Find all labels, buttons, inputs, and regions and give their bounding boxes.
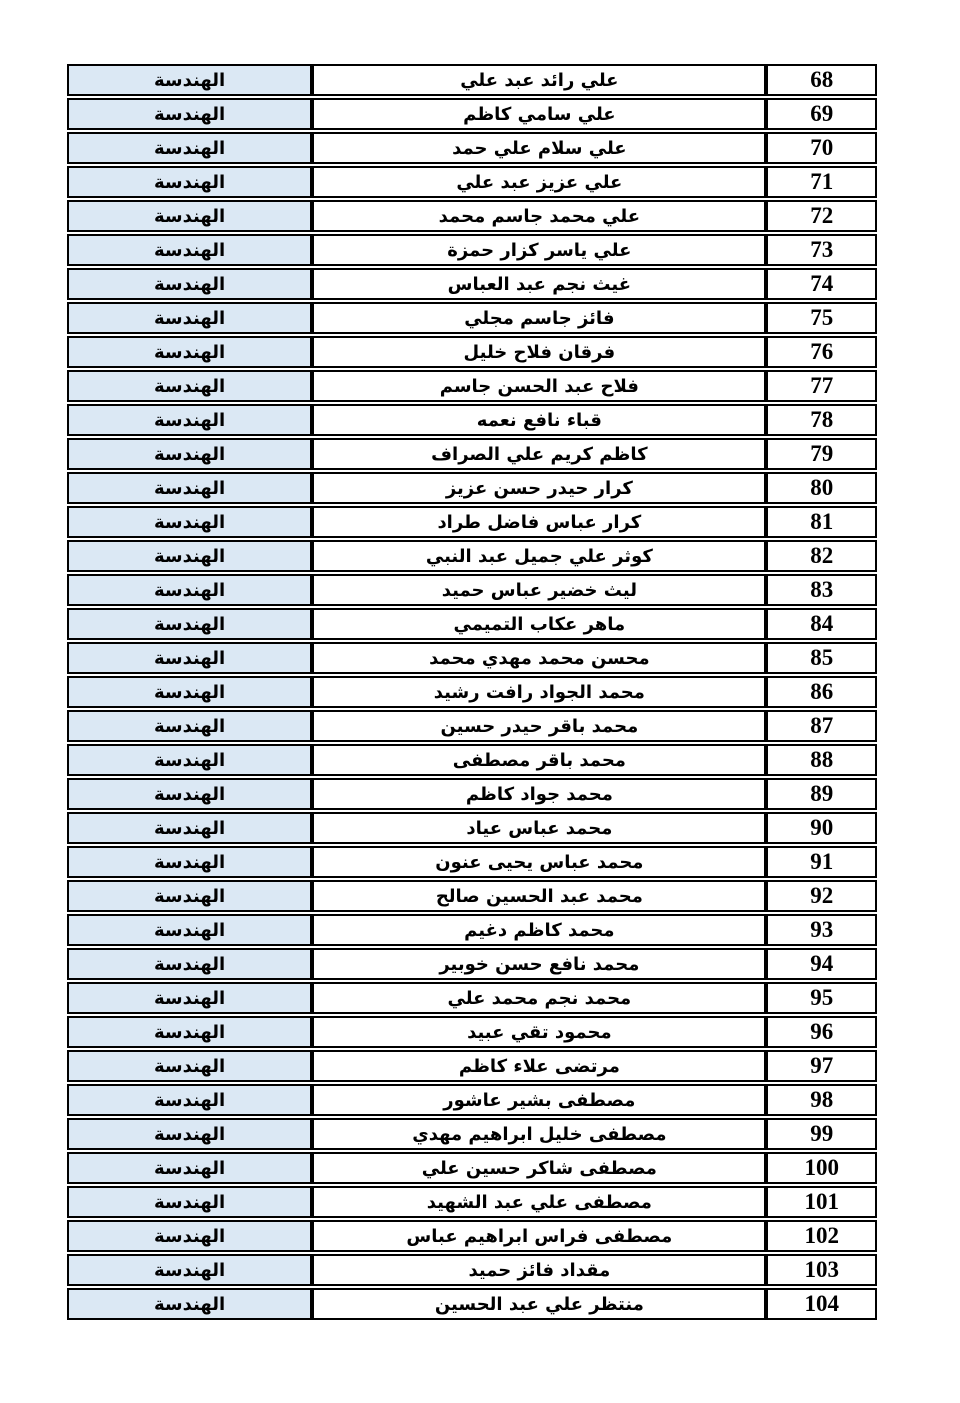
department-cell: الهندسة [67, 1220, 312, 1252]
row-number-cell: 68 [766, 64, 877, 96]
student-name-cell: محمد عباس يحيى عنون [312, 846, 766, 878]
table-row [67, 880, 877, 912]
department-cell: الهندسة [67, 1254, 312, 1286]
row-number-cell: 84 [766, 608, 877, 640]
row-number-cell: 75 [766, 302, 877, 334]
department-cell: الهندسة [67, 812, 312, 844]
table-row [67, 642, 877, 674]
row-number-cell: 70 [766, 132, 877, 164]
table-row [67, 98, 877, 130]
table-row [67, 1016, 877, 1048]
row-number-cell: 79 [766, 438, 877, 470]
table-row [67, 132, 877, 164]
table-row [67, 1084, 877, 1116]
row-number-cell: 96 [766, 1016, 877, 1048]
department-cell: الهندسة [67, 472, 312, 504]
student-name-cell: علي محمد جاسم محمد [312, 200, 766, 232]
department-cell: الهندسة [67, 370, 312, 402]
student-name-cell: مصطفى شاكر حسين علي [312, 1152, 766, 1184]
student-name-cell: كرار عباس فاضل طراد [312, 506, 766, 538]
department-cell: الهندسة [67, 132, 312, 164]
table-row [67, 846, 877, 878]
row-number-cell: 86 [766, 676, 877, 708]
table-row [67, 1050, 877, 1082]
row-number-cell: 103 [766, 1254, 877, 1286]
student-name-cell: محمود تقي عبيد [312, 1016, 766, 1048]
table-row [67, 200, 877, 232]
table-row [67, 574, 877, 606]
department-cell: الهندسة [67, 846, 312, 878]
student-name-cell: محمد كاظم دغيم [312, 914, 766, 946]
department-cell: الهندسة [67, 438, 312, 470]
student-name-cell: منتظر علي عبد الحسين [312, 1288, 766, 1320]
department-cell: الهندسة [67, 1084, 312, 1116]
department-cell: الهندسة [67, 336, 312, 368]
table-row [67, 268, 877, 300]
student-name-cell: فلاح عبد الحسن جاسم [312, 370, 766, 402]
student-name-cell: علي سلام علي حمد [312, 132, 766, 164]
row-number-cell: 100 [766, 1152, 877, 1184]
row-number-cell: 98 [766, 1084, 877, 1116]
row-number-cell: 76 [766, 336, 877, 368]
student-name-cell: غيث نجم عبد العباس [312, 268, 766, 300]
department-cell: الهندسة [67, 64, 312, 96]
student-name-cell: مقداد فائز حميد [312, 1254, 766, 1286]
table-row [67, 744, 877, 776]
student-name-cell: محمد الجواد رافت رشيد [312, 676, 766, 708]
student-name-cell: مصطفى فراس ابراهيم عباس [312, 1220, 766, 1252]
department-cell: الهندسة [67, 98, 312, 130]
student-name-cell: علي عزيز عبد علي [312, 166, 766, 198]
department-cell: الهندسة [67, 744, 312, 776]
row-number-cell: 81 [766, 506, 877, 538]
row-number-cell: 94 [766, 948, 877, 980]
row-number-cell: 99 [766, 1118, 877, 1150]
table-row [67, 812, 877, 844]
student-name-cell: علي ياسر كزار حمزة [312, 234, 766, 266]
row-number-cell: 92 [766, 880, 877, 912]
student-name-cell: ماهر عكاب التميمي [312, 608, 766, 640]
table-row [67, 948, 877, 980]
table-row [67, 64, 877, 96]
row-number-cell: 71 [766, 166, 877, 198]
department-cell: الهندسة [67, 1288, 312, 1320]
table-body [67, 64, 877, 1320]
student-name-cell: قباء نافع نعمه [312, 404, 766, 436]
student-name-cell: فائز جاسم مجلي [312, 302, 766, 334]
row-number-cell: 95 [766, 982, 877, 1014]
student-name-cell: محمد جواد كاظم [312, 778, 766, 810]
table-row [67, 438, 877, 470]
row-number-cell: 82 [766, 540, 877, 572]
department-cell: الهندسة [67, 608, 312, 640]
table-row [67, 1186, 877, 1218]
department-cell: الهندسة [67, 234, 312, 266]
department-cell: الهندسة [67, 982, 312, 1014]
student-name-cell: ليث خضير عباس حميد [312, 574, 766, 606]
department-cell: الهندسة [67, 1016, 312, 1048]
row-number-cell: 89 [766, 778, 877, 810]
table-row [67, 1254, 877, 1286]
student-name-cell: مصطفى خليل ابراهيم مهدي [312, 1118, 766, 1150]
table-row [67, 404, 877, 436]
department-cell: الهندسة [67, 948, 312, 980]
department-cell: الهندسة [67, 506, 312, 538]
table-row [67, 914, 877, 946]
department-cell: الهندسة [67, 1118, 312, 1150]
table-row [67, 302, 877, 334]
department-cell: الهندسة [67, 1152, 312, 1184]
student-name-cell: مرتضى علاء كاظم [312, 1050, 766, 1082]
department-cell: الهندسة [67, 200, 312, 232]
student-name-cell: مصطفى بشير عاشور [312, 1084, 766, 1116]
student-name-cell: فرقان فلاح خليل [312, 336, 766, 368]
student-name-cell: كرار حيدر حسن عزيز [312, 472, 766, 504]
row-number-cell: 83 [766, 574, 877, 606]
department-cell: الهندسة [67, 642, 312, 674]
table-row [67, 676, 877, 708]
student-name-cell: مصطفى علي عبد الشهيد [312, 1186, 766, 1218]
table-row [67, 472, 877, 504]
student-name-cell: علي سامي كاظم [312, 98, 766, 130]
department-cell: الهندسة [67, 914, 312, 946]
row-number-cell: 97 [766, 1050, 877, 1082]
table-row [67, 506, 877, 538]
student-roster-table [67, 62, 877, 1322]
table-row [67, 1288, 877, 1320]
table-row [67, 1152, 877, 1184]
row-number-cell: 72 [766, 200, 877, 232]
table-row [67, 608, 877, 640]
row-number-cell: 73 [766, 234, 877, 266]
department-cell: الهندسة [67, 404, 312, 436]
student-name-cell: محمد عبد الحسين صالح [312, 880, 766, 912]
department-cell: الهندسة [67, 1050, 312, 1082]
student-name-cell: كوثر علي جميل عبد النبي [312, 540, 766, 572]
row-number-cell: 74 [766, 268, 877, 300]
student-name-cell: محمد باقر مصطفى [312, 744, 766, 776]
department-cell: الهندسة [67, 540, 312, 572]
table-row [67, 540, 877, 572]
student-name-cell: كاظم كريم علي الصراف [312, 438, 766, 470]
row-number-cell: 69 [766, 98, 877, 130]
table-row [67, 1118, 877, 1150]
student-name-cell: محمد نجم محمد علي [312, 982, 766, 1014]
student-name-cell: محمد نافع حسن خوبير [312, 948, 766, 980]
row-number-cell: 77 [766, 370, 877, 402]
row-number-cell: 80 [766, 472, 877, 504]
row-number-cell: 91 [766, 846, 877, 878]
row-number-cell: 78 [766, 404, 877, 436]
department-cell: الهندسة [67, 574, 312, 606]
department-cell: الهندسة [67, 1186, 312, 1218]
student-name-cell: محمد عباس عياد [312, 812, 766, 844]
department-cell: الهندسة [67, 676, 312, 708]
row-number-cell: 102 [766, 1220, 877, 1252]
table-row [67, 982, 877, 1014]
row-number-cell: 101 [766, 1186, 877, 1218]
student-name-cell: محمد باقر حيدر حسين [312, 710, 766, 742]
department-cell: الهندسة [67, 880, 312, 912]
table-row [67, 778, 877, 810]
department-cell: الهندسة [67, 166, 312, 198]
department-cell: الهندسة [67, 268, 312, 300]
table-row [67, 710, 877, 742]
row-number-cell: 85 [766, 642, 877, 674]
row-number-cell: 104 [766, 1288, 877, 1320]
row-number-cell: 93 [766, 914, 877, 946]
table-row [67, 166, 877, 198]
row-number-cell: 87 [766, 710, 877, 742]
row-number-cell: 90 [766, 812, 877, 844]
department-cell: الهندسة [67, 710, 312, 742]
table-row [67, 234, 877, 266]
department-cell: الهندسة [67, 778, 312, 810]
table-row [67, 336, 877, 368]
row-number-cell: 88 [766, 744, 877, 776]
student-name-cell: علي رائد عبد علي [312, 64, 766, 96]
student-name-cell: محسن محمد مهدي محمد [312, 642, 766, 674]
table-row [67, 370, 877, 402]
table-row [67, 1220, 877, 1252]
department-cell: الهندسة [67, 302, 312, 334]
